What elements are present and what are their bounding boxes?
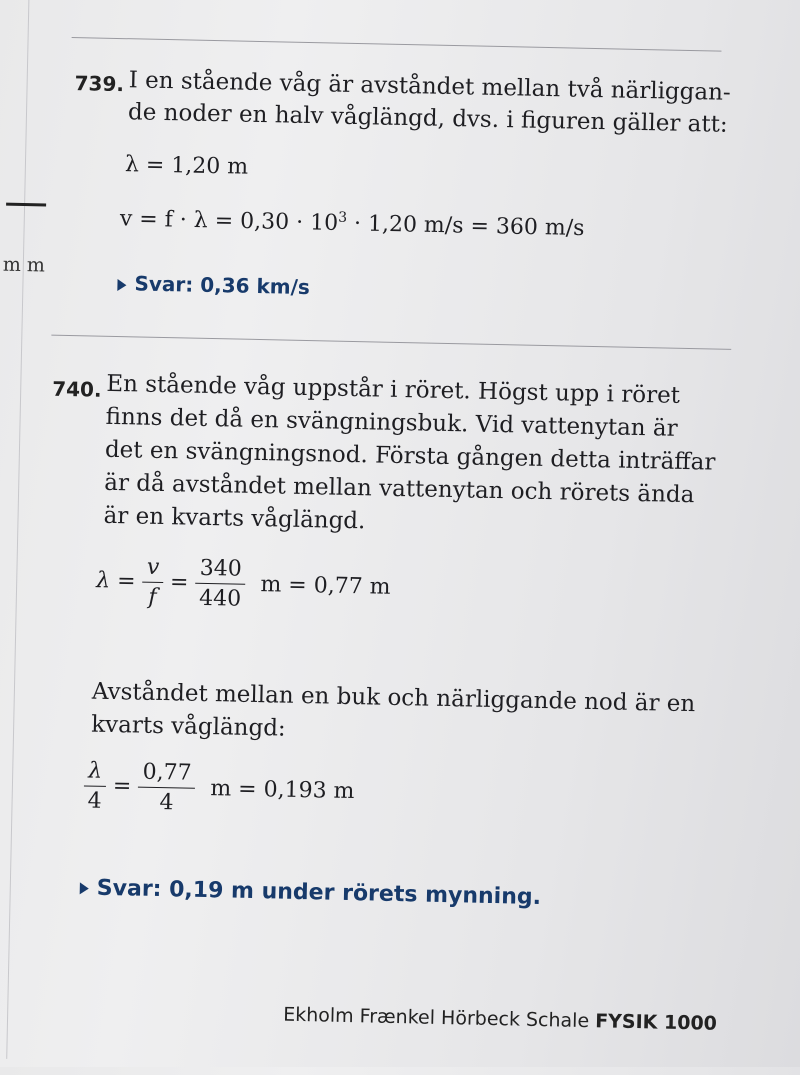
eq2-prefix: v = f · λ = 0,30 · 10 [119, 206, 339, 236]
left-edge-text: m m [2, 253, 46, 277]
footer-book-title: FYSIK 1000 [594, 1010, 718, 1035]
eq1-lhs: λ [95, 568, 111, 594]
problem-740-answer-text: Svar: 0,19 m under rörets mynning. [96, 875, 542, 911]
problem-740-line-1: En stående våg uppstår i röret. Högst upp i röret [106, 370, 681, 409]
problem-740-para2-line-2: kvarts våglängd: [90, 711, 286, 742]
eq1-frac2-num: 340 [195, 556, 246, 585]
eq2-result: m = 0,193 m [210, 775, 355, 804]
problem-740-line-3: det en svängningsnod. Första gången detta inträffar [104, 436, 716, 476]
problem-740-answer [80, 875, 542, 910]
problem-739-line-1: I en stående våg är avståndet mellan två närliggan- [128, 67, 731, 106]
eq2-frac2-num: 0,77 [138, 760, 196, 789]
eq1-frac2-den: 440 [198, 585, 242, 612]
eq1-frac1-den: f [148, 584, 157, 610]
eq1-fraction-v-over-f [142, 555, 164, 610]
problem-739-number: 739. [74, 71, 125, 97]
left-edge-mark [6, 203, 46, 207]
problem-740-para2-line-1: Avståndet mellan en buk och närliggande nod är en [91, 678, 696, 718]
eq2-fraction-numbers [138, 760, 196, 816]
eq1-result: m = 0,77 m [260, 571, 391, 600]
eq2-frac2-den: 4 [159, 790, 174, 816]
divider-middle [51, 335, 731, 350]
problem-740-line-5: är en kvarts våglängd. [103, 502, 366, 535]
problem-740-equation-1: λ = $\frac{v}{f}$ = $\frac{340}{440}$ m = 0,77 m [95, 554, 391, 612]
eq2-suffix: · 1,20 m/s = 360 m/s [346, 211, 585, 242]
footer-authors: Ekholm Frænkel Hörbeck Schale [282, 1003, 590, 1033]
problem-740-line-2: finns det då en svängningsbuk. Vid vattenytan är [105, 403, 678, 442]
problem-739-line-2: de noder en halv våglängd, dvs. i figuren gäller att: [127, 99, 728, 138]
problem-740-line-4: är då avståndet mellan vattenytan och rörets ända [104, 469, 695, 509]
problem-739-answer-text: Svar: 0,36 km/s [134, 271, 311, 300]
page-footer [283, 1004, 717, 1035]
problem-739-answer [117, 271, 310, 299]
eq2-fraction-lambda-over-4 [83, 758, 106, 813]
eq2-frac1-num: λ [84, 758, 107, 786]
divider-top [72, 37, 722, 52]
problem-739-equation-2 [120, 205, 585, 241]
answer-arrow-icon [80, 882, 89, 894]
problem-740-equation-2: $\frac{\lambda}{4}$ = $\frac{0,77}{4}$ m = 0,193 m [83, 758, 355, 819]
problem-739-equation-1: λ = 1,20 m [124, 152, 249, 180]
eq2-frac1-den: 4 [87, 788, 102, 814]
problem-740-number: 740. [52, 376, 102, 402]
eq1-fraction-numbers [195, 556, 246, 612]
eq2-exponent: 3 [338, 209, 348, 226]
eq1-frac1-num: v [143, 555, 164, 583]
answer-arrow-icon [117, 279, 126, 291]
page-margin-line [6, 0, 29, 1059]
